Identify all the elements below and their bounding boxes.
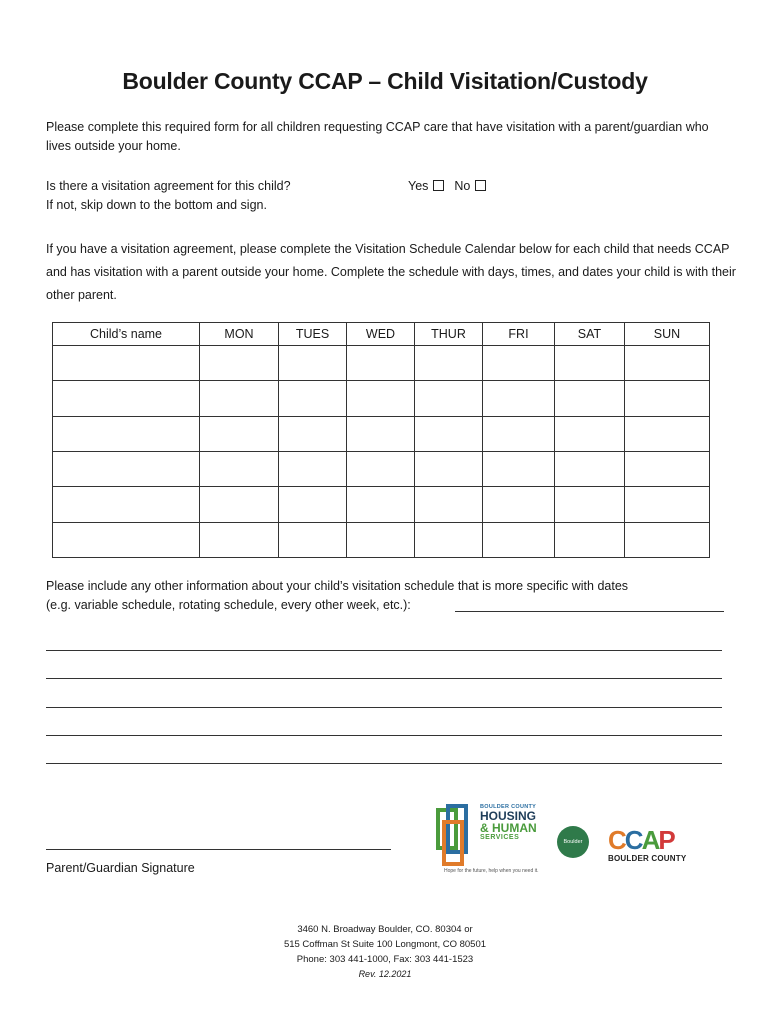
hhs-logo-icon [434,804,478,868]
yes-label: Yes [408,179,429,193]
header-wed: WED [347,323,415,346]
schedule-cell[interactable] [347,416,415,451]
other-info-line[interactable] [46,735,722,736]
other-info-line-2: (e.g. variable schedule, rotating schedule, every other week, etc.): [46,598,411,612]
header-child-name: Child’s name [53,323,200,346]
schedule-cell[interactable] [415,416,483,451]
schedule-cell[interactable] [279,416,347,451]
schedule-cell[interactable] [347,381,415,416]
ccap-logo [608,826,708,863]
schedule-cell[interactable] [200,487,279,522]
schedule-cell[interactable] [347,522,415,557]
table-row [53,487,710,522]
form-title: Boulder County CCAP – Child Visitation/Custody [122,68,648,94]
visitation-question [46,177,386,215]
footer-address [0,922,770,982]
hhs-tagline: Hope for the future, help when you need it. [444,868,539,874]
ccap-letter: C [624,825,642,855]
schedule-cell[interactable] [415,346,483,381]
hhs-housing-text: HOUSING [480,809,537,823]
schedule-cell[interactable] [415,381,483,416]
question-line-1: Is there a visitation agreement for this child? [46,179,291,193]
question-line-2: If not, skip down to the bottom and sign. [46,198,267,212]
header-sat: SAT [555,323,625,346]
ccap-letter: P [658,825,674,855]
hhs-human-text: & HUMAN [480,821,537,835]
schedule-cell[interactable] [279,487,347,522]
schedule-cell[interactable] [625,451,710,486]
header-fri: FRI [483,323,555,346]
revision-date: Rev. 12.2021 [358,969,412,979]
schedule-cell[interactable] [200,416,279,451]
table-row [53,346,710,381]
boulder-county-seal-icon: Boulder County [557,826,589,858]
visitation-schedule-table [52,322,710,558]
child-name-cell[interactable] [53,487,200,522]
schedule-cell[interactable] [483,416,555,451]
hhs-services-text: SERVICES [480,834,520,841]
schedule-cell[interactable] [347,487,415,522]
schedule-cell[interactable] [200,346,279,381]
other-info-prompt [46,577,736,615]
schedule-cell[interactable] [347,451,415,486]
yes-checkbox[interactable] [433,180,444,191]
schedule-cell[interactable] [625,381,710,416]
header-thur: THUR [415,323,483,346]
other-info-line[interactable] [46,650,722,651]
child-name-cell[interactable] [53,451,200,486]
schedule-cell[interactable] [555,522,625,557]
schedule-cell[interactable] [415,522,483,557]
ccap-letter: A [641,825,659,855]
schedule-cell[interactable] [279,451,347,486]
schedule-cell[interactable] [200,522,279,557]
schedule-cell[interactable] [555,487,625,522]
no-checkbox[interactable] [475,180,486,191]
schedule-cell[interactable] [555,416,625,451]
schedule-cell[interactable] [200,381,279,416]
hhs-wordmark [480,804,537,841]
table-row [53,381,710,416]
other-info-line-1: Please include any other information about your child’s visitation schedule that is more specific with dates [46,579,629,593]
child-name-cell[interactable] [53,522,200,557]
schedule-cell[interactable] [483,522,555,557]
logo-strip [432,800,712,884]
child-name-cell[interactable] [53,416,200,451]
schedule-cell[interactable] [483,487,555,522]
schedule-cell[interactable] [483,346,555,381]
schedule-cell[interactable] [200,451,279,486]
schedule-cell[interactable] [555,346,625,381]
address-line-1: 3460 N. Broadway Boulder, CO. 80304 or [297,924,473,935]
address-line-2: 515 Coffman St Suite 100 Longmont, CO 80501 [283,939,487,950]
schedule-cell[interactable] [555,381,625,416]
other-info-line[interactable] [46,678,722,679]
child-name-cell[interactable] [53,381,200,416]
ccap-subtitle: BOULDER COUNTY [608,854,687,863]
schedule-cell[interactable] [415,487,483,522]
schedule-cell[interactable] [279,346,347,381]
schedule-cell[interactable] [347,346,415,381]
ccap-letter: C [608,825,625,855]
schedule-instructions: If you have a visitation agreement, please complete the Visitation Schedule Calendar below for each child that needs CCAP and has visitation with a parent outside your home. Complete the schedule with days, times, and dates your child is with their other parent. [46,242,736,302]
phone-fax: Phone: 303 441-1000, Fax: 303 441-1523 [296,954,474,965]
table-row [53,522,710,557]
no-label: No [454,179,471,193]
schedule-cell[interactable] [555,451,625,486]
other-info-inline-blank[interactable] [455,611,724,612]
schedule-cell[interactable] [625,522,710,557]
schedule-cell[interactable] [625,416,710,451]
header-mon: MON [200,323,279,346]
schedule-cell[interactable] [279,381,347,416]
ccap-letters [608,826,708,854]
schedule-cell[interactable] [625,346,710,381]
yes-no-group [408,177,496,196]
other-info-line[interactable] [46,707,722,708]
child-name-cell[interactable] [53,346,200,381]
hhs-small-text: BOULDER COUNTY [480,804,537,810]
table-row [53,451,710,486]
header-sun: SUN [625,323,710,346]
intro-text: Please complete this required form for all children requesting CCAP care that have visitation with a parent/guardian who lives outside your home. [46,120,709,153]
schedule-cell[interactable] [415,451,483,486]
other-info-line[interactable] [46,763,722,764]
signature-line[interactable] [46,849,391,850]
schedule-cell[interactable] [279,522,347,557]
table-row [53,416,710,451]
signature-label: Parent/Guardian Signature [46,861,195,875]
schedule-cell[interactable] [483,451,555,486]
table-header-row [53,323,710,346]
schedule-cell[interactable] [483,381,555,416]
header-tues: TUES [279,323,347,346]
schedule-cell[interactable] [625,487,710,522]
